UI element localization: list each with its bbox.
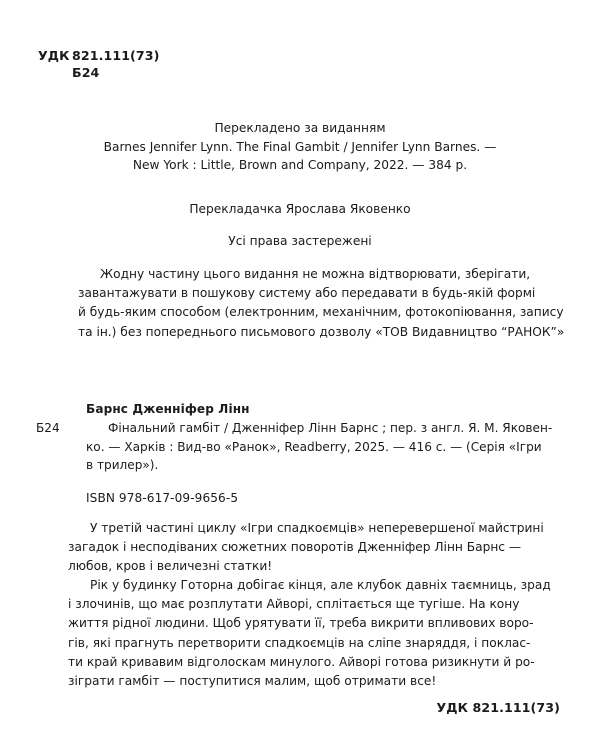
source-edition-line-2: New York : Little, Brown and Company, 2022. — 384 p. (132, 158, 468, 173)
isbn-value: ISBN 978-617-09-9656-5 (86, 490, 239, 505)
biblio-line-1: Фінальний гамбіт / Дженніфер Лінн Барнс ; пер. з англ. Я. М. Яковен- (108, 421, 553, 436)
copyright-line-4: та ін.) без попереднього письмового дозволу «ТОВ Видавництво “РАНОК”» (78, 324, 565, 339)
annotation-p2-line-4: гів, які прагнуть перетворити спадкоємців на сліпе знаряддя, і поклас- (68, 635, 531, 650)
bibliographic-record (36, 400, 556, 507)
annotation-p1-line-1: У третій частині циклу «Ігри спадкоємців» неперевершеної майстрині (90, 521, 544, 535)
translator-credit: Перекладачка Ярослава Яковенко (189, 202, 411, 216)
udk-top-block (38, 47, 160, 81)
annotation-p2-line-2: і злочинів, що має розплутати Айворі, сплітається ще тугіше. На кону (68, 597, 520, 612)
biblio-line-3: в трилер»). (86, 458, 159, 473)
udk-value: 821.111(73) (72, 48, 160, 63)
annotation-p2-line-5: ти край кривавим відголоскам минулого. Айворі готова ризикнути й ро- (68, 654, 535, 669)
udk-top-row (38, 47, 160, 64)
copyright-line-3: й будь-яким способом (електронним, механічним, фотокопіювання, запису (78, 305, 564, 320)
annotation-p2-line-6: зіграти гамбіт — поступитися малим, щоб отримати все! (68, 673, 437, 688)
biblio-author: Барнс Дженніфер Лінн (86, 402, 250, 416)
copyright-line-2: завантажувати в пошукову систему або передавати в будь-якій формі (78, 286, 536, 301)
udk-label: УДК (38, 48, 70, 63)
udk-shelfmark-row (38, 64, 160, 81)
source-edition-lead: Перекладено за виданням (214, 121, 386, 135)
annotation-blurb (68, 519, 551, 691)
udk-shelf-mark: Б24 (72, 65, 100, 80)
udk-bottom-label: УДК 821.111(73) (436, 700, 560, 715)
rights-reserved-note: Усі права застережені (228, 234, 372, 248)
biblio-shelf-mark: Б24 (36, 421, 60, 436)
copyright-line-1: Жодну частину цього видання не можна відтворювати, зберігати, (100, 267, 531, 281)
source-edition-block (0, 119, 600, 175)
annotation-p1-line-2: загадок і несподіваних сюжетних поворотів Дженніфер Лінн Барнс — (68, 540, 522, 555)
biblio-body (36, 419, 556, 474)
annotation-p2-line-3: життя рідної людини. Щоб урятувати її, треба викрити впливових воро- (68, 616, 534, 631)
biblio-description (86, 419, 556, 474)
biblio-line-2: ко. — Харків : Вид-во «Ранок», Readberry, 2025. — 416 с. — (Серія «Ігри (86, 439, 542, 454)
annotation-p2-line-1: Рік у будинку Готорна добігає кінця, але клубок давніх таємниць, зрад (90, 578, 551, 593)
copyright-notice-paragraph (78, 265, 565, 342)
annotation-p1-line-3: любов, кров і величезні статки! (68, 559, 273, 574)
source-edition-line-1: Barnes Jennifer Lynn. The Final Gambit / Jennifer Lynn Barnes. — (103, 139, 497, 154)
